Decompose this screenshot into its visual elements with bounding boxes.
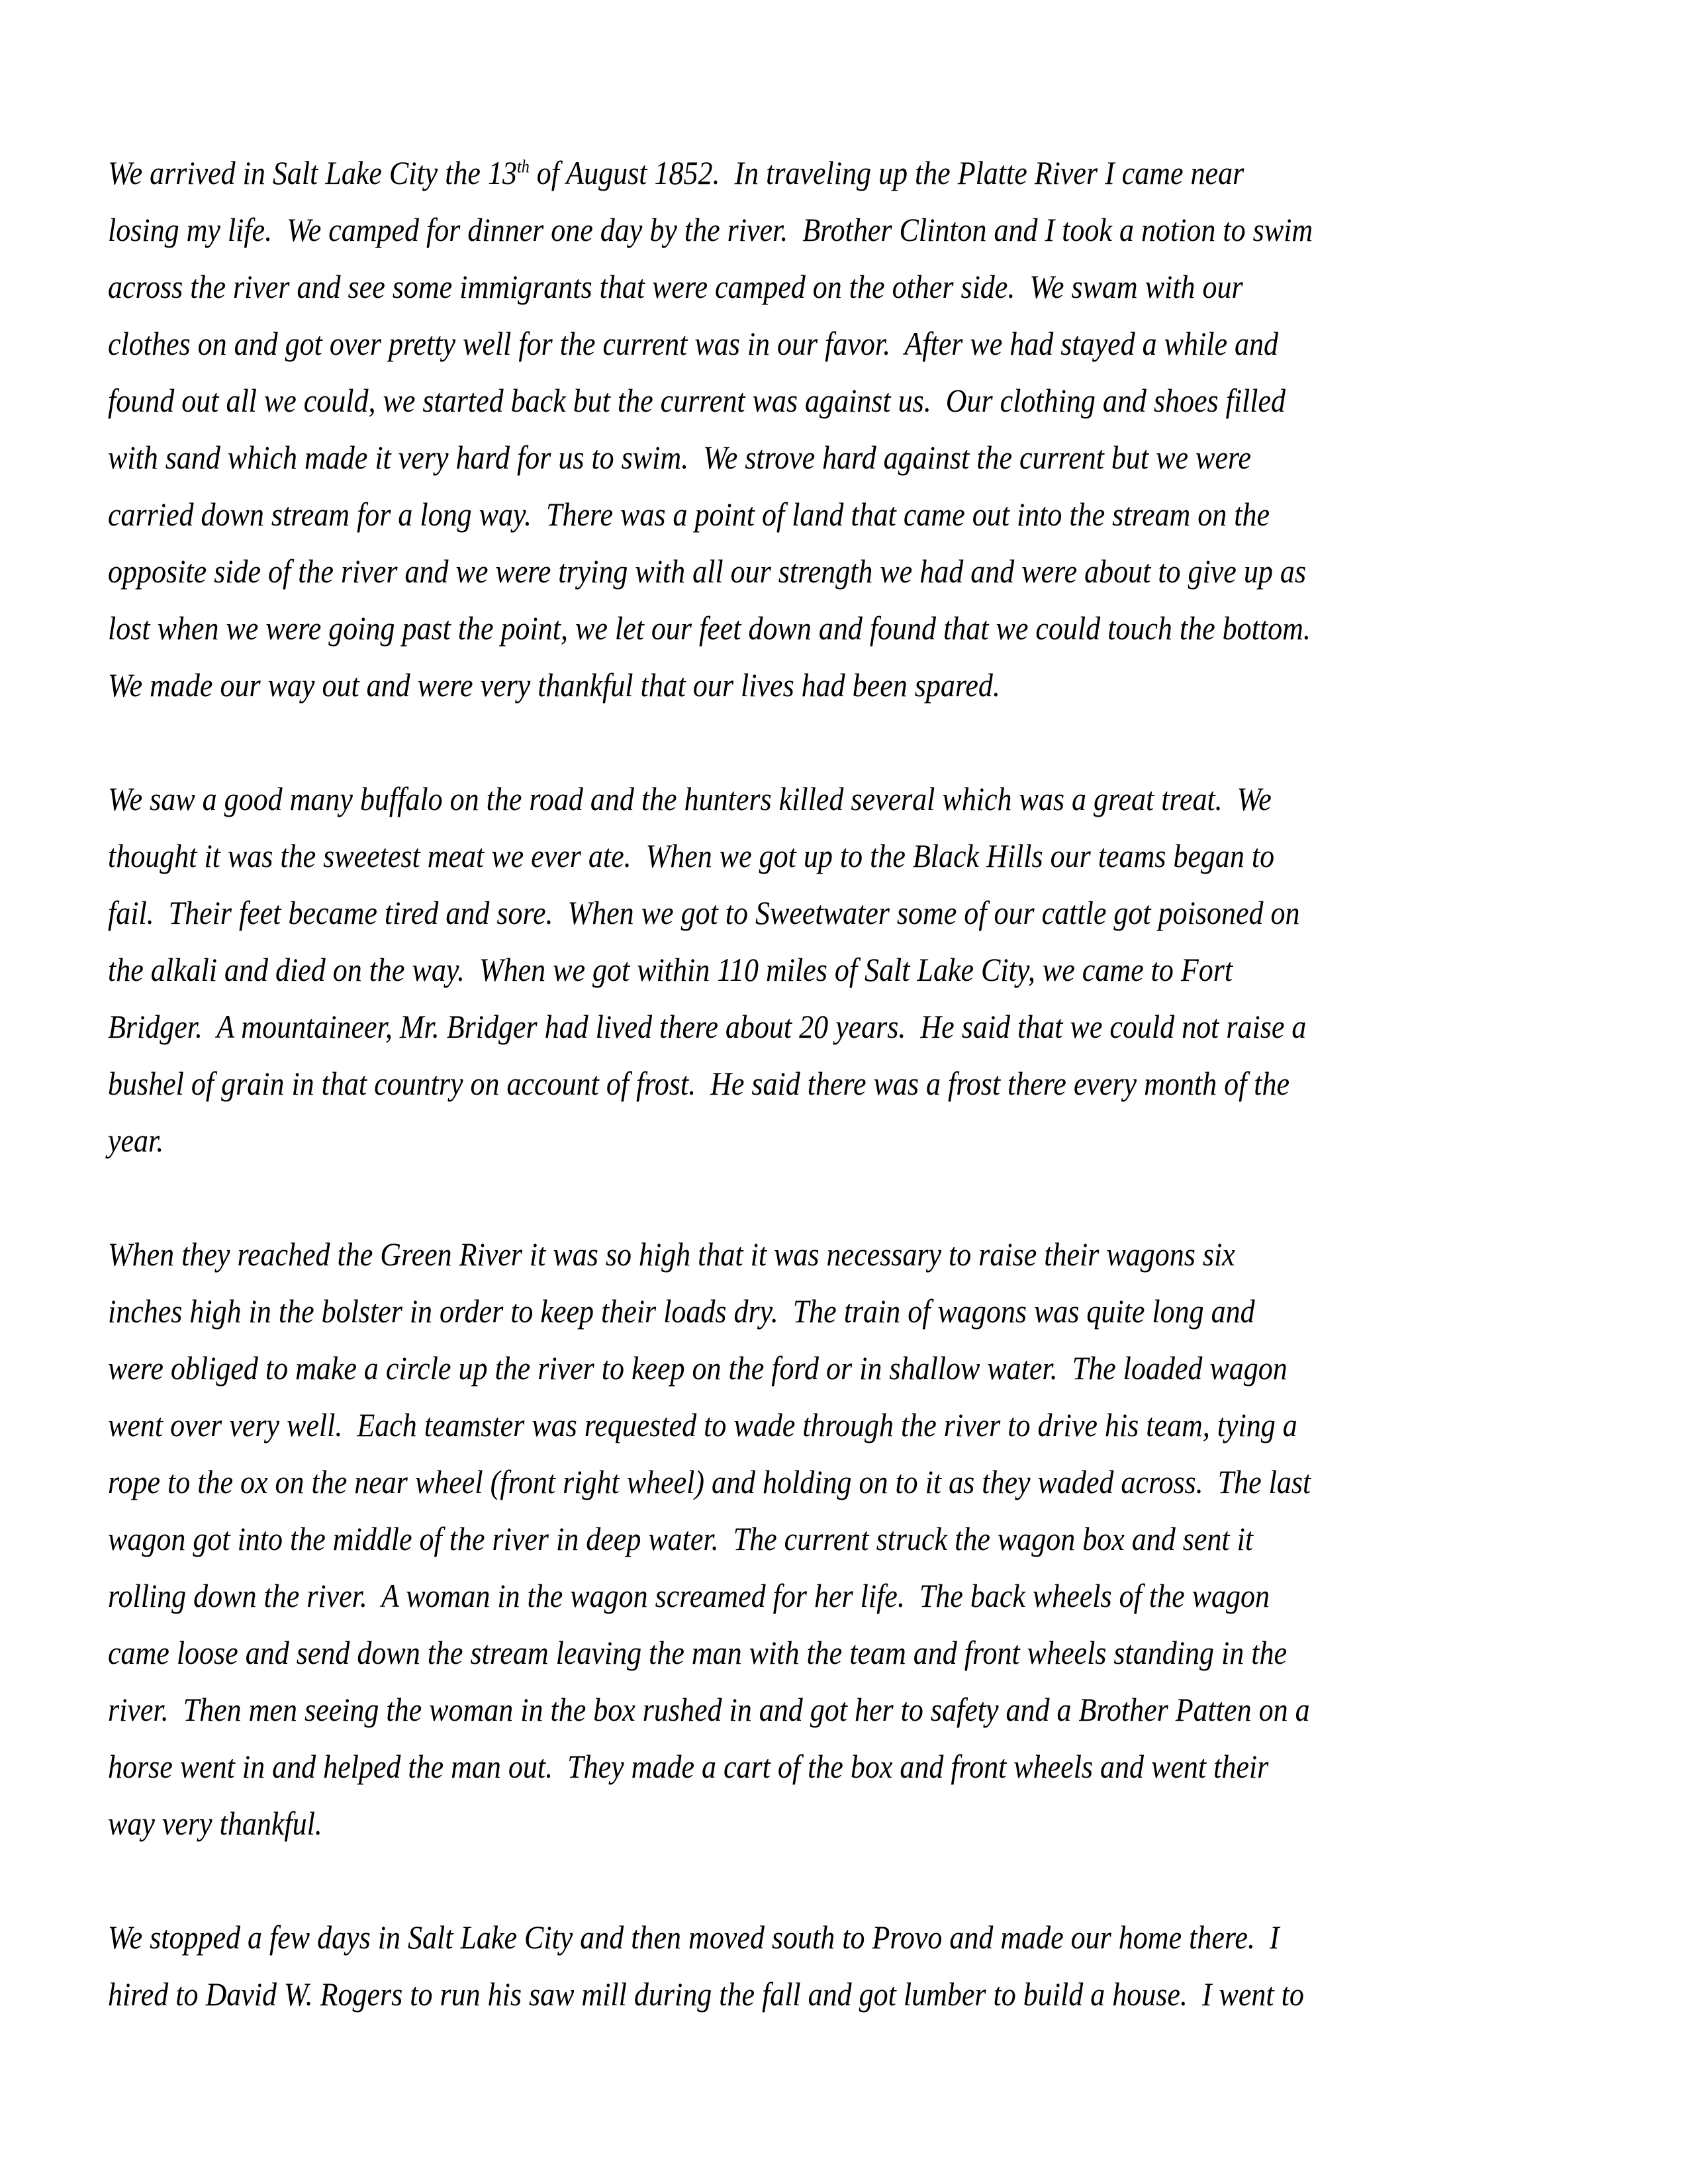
paragraph-1-line-2: losing my life. We camped for dinner one day by the river. Brother Clinton and I took a notion to swim [108,211,1313,248]
paragraph-3-line-11: way very thankful. [108,1805,322,1842]
paragraph-2-line-1: We saw a good many buffalo on the road and the hunters killed several which was a great treat. We [108,780,1272,817]
paragraph-4-line-1: We stopped a few days in Salt Lake City and then moved south to Provo and made our home there. I [108,1919,1280,1956]
paragraph-3-line-6: wagon got into the middle of the river in deep water. The current struck the wagon box and sent it [108,1520,1254,1557]
paragraph-1-line-5: found out all we could, we started back but the current was against us. Our clothing and shoes filled [108,382,1286,419]
paragraph-2-line-2: thought it was the sweetest meat we ever ate. When we got up to the Black Hills our teams began to [108,837,1275,874]
paragraph-1-line-1: We arrived in Salt Lake City the 13th of August 1852. In traveling up the Platte River I came near [108,154,1244,191]
paragraph-1-line-7: carried down stream for a long way. There was a point of land that came out into the stream on the [108,496,1270,533]
paragraph-3-line-1: When they reached the Green River it was so high that it was necessary to raise their wagons six [108,1236,1235,1273]
paragraph-3-line-3: were obliged to make a circle up the river to keep on the ford or in shallow water. The loaded wagon [108,1349,1288,1387]
paragraph-1-line-8: opposite side of the river and we were trying with all our strength we had and were about to give up as [108,553,1306,590]
paragraph-1-line-6: with sand which made it very hard for us to swim. We strove hard against the current but we were [108,439,1251,476]
paragraph-2-line-3: fail. Their feet became tired and sore. When we got to Sweetwater some of our cattle got poisoned on [108,894,1300,931]
paragraph-4 [108,1909,1595,2023]
paragraph-3-line-10: horse went in and helped the man out. They made a cart of the box and front wheels and went their [108,1748,1269,1785]
document-body [108,144,1595,2023]
paragraph-3-line-7: rolling down the river. A woman in the wagon screamed for her life. The back wheels of the wagon [108,1577,1270,1614]
paragraph-3-line-9: river. Then men seeing the woman in the box rushed in and got her to safety and a Brother Patten on a [108,1691,1310,1728]
paragraph-2-line-4: the alkali and died on the way. When we got within 110 miles of Salt Lake City, we came to Fort [108,951,1233,988]
paragraph-2 [108,770,1595,1169]
paragraph-2-line-7: year. [108,1122,164,1159]
paragraph-1-line-3: across the river and see some immigrants that were camped on the other side. We swam with our [108,268,1243,305]
paragraph-3 [108,1226,1595,1852]
paragraph-3-line-8: came loose and send down the stream leaving the man with the team and front wheels standing in the [108,1634,1287,1671]
paragraph-3-line-5: rope to the ox on the near wheel (front right wheel) and holding on to it as they waded across. The last [108,1463,1311,1500]
paragraph-1 [108,144,1595,713]
paragraph-1-line-10: We made our way out and were very thankful that our lives had been spared. [108,666,1000,704]
paragraph-1-line-4: clothes on and got over pretty well for the current was in our favor. After we had stayed a while and [108,325,1278,362]
paragraph-3-line-2: inches high in the bolster in order to keep their loads dry. The train of wagons was quite long and [108,1293,1255,1330]
paragraph-2-line-5: Bridger. A mountaineer, Mr. Bridger had lived there about 20 years. He said that we could not raise a [108,1008,1307,1045]
paragraph-4-line-2: hired to David W. Rogers to run his saw mill during the fall and got lumber to build a house. I went to [108,1976,1304,2013]
paragraph-2-line-6: bushel of grain in that country on account of frost. He said there was a frost there every month of the [108,1065,1290,1102]
paragraph-3-line-4: went over very well. Each teamster was requested to wade through the river to drive his team, tying a [108,1406,1297,1443]
paragraph-1-line-9: lost when we were going past the point, we let our feet down and found that we could touch the bottom. [108,610,1311,647]
superscript: th [516,156,530,177]
